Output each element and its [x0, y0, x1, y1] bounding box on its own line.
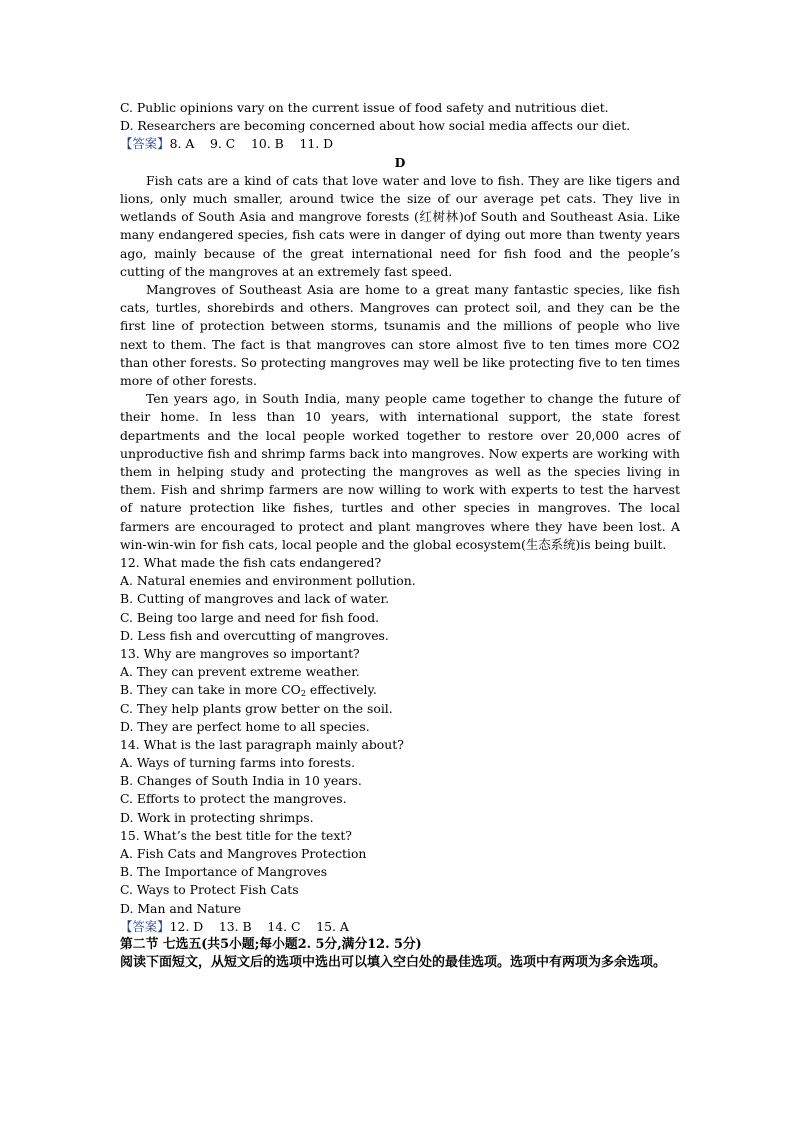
question-option: A. They can prevent extreme weather.	[120, 664, 360, 680]
passage-label: D	[394, 154, 406, 170]
passage-paragraph: Fish cats are a kind of cats that love water and love to fish. They are like tigers and lions, only much smaller, around twice the size of our average pet cats. They live in wetlands of South Asia and mangrove forests (红树林)of South and Southeast Asia. Like many endangered species, fish cats were in danger of dying out more than twenty years ago, mainly because of the great international need for fish food and the people’s cutting of the mangroves at an extremely fast speed.	[120, 172, 680, 279]
page-content	[120, 99, 680, 972]
question-option: D. Less fish and overcutting of mangroves.	[120, 627, 389, 643]
question-option: D. They are perfect home to all species.	[120, 718, 370, 734]
passage-paragraph: Ten years ago, in South India, many people came together to change the future of their home. In less than 10 years, with international support, the state forest departments and the local people worked together to restore over 20,000 acres of unproductive fish and shrimp farms back into mangroves. Now experts are working with them in helping study and protecting the mangroves as well as the species living in them. Fish and shrimp farmers are now willing to work with experts to test the harvest of nature protection like fishes, turtles and other species in mangroves. The local farmers are encouraged to protect and plant mangroves where they have been lost. A win-win-win for fish cats, local people and the global ecosystem(生态系统)is being built.	[120, 391, 680, 552]
question-option: C. They help plants grow better on the soil.	[120, 700, 393, 716]
question-option: C. Ways to Protect Fish Cats	[120, 882, 299, 898]
subscript-2: 2	[300, 689, 306, 699]
prev-option-d: D. Researchers are becoming concerned about how social media affects our diet.	[120, 118, 631, 134]
answer-tag: 【答案】	[120, 918, 170, 934]
question-option: A. Ways of turning farms into forests.	[120, 755, 356, 771]
question-option: D. Man and Nature	[120, 900, 242, 916]
passage-paragraph: Mangroves of Southeast Asia are home to a great many fantastic species, like fish cats, turtles, shorebirds and others. Mangroves can protect soil, and they can be the first line of protection between storms, tsunamis and the millions of people who live next to them. The fact is that mangroves can store almost five to ten times more CO2 than other forests. So protecting mangroves may well be like protecting five to ten times more of other forests.	[120, 281, 680, 388]
question-option: C. Being too large and need for fish food.	[120, 609, 380, 625]
question-option: B. Cutting of mangroves and lack of water.	[120, 591, 390, 607]
answer-line-main	[120, 918, 680, 936]
question-stem: 14. What is the last paragraph mainly about?	[120, 736, 404, 752]
question-stem: 12. What made the fish cats endangered?	[120, 555, 382, 571]
option-tail: effectively.	[305, 682, 377, 698]
question-option: D. Work in protecting shrimps.	[120, 809, 314, 825]
question-stem: 15. What’s the best title for the text?	[120, 827, 352, 843]
question-option-co2	[120, 681, 680, 699]
passage-body	[120, 172, 680, 554]
question-15	[120, 827, 680, 918]
question-stem: 13. Why are mangroves so important?	[120, 645, 360, 661]
question-option: B. Changes of South India in 10 years.	[120, 773, 362, 789]
question-13	[120, 645, 680, 736]
question-14	[120, 736, 680, 827]
answer-tag: 【答案】	[120, 136, 170, 152]
question-option: C. Efforts to protect the mangroves.	[120, 791, 347, 807]
prev-option-c: C. Public opinions vary on the current issue of food safety and nutritious diet.	[120, 100, 609, 115]
answer-values: 12. D 13. B 14. C 15. A	[169, 918, 349, 934]
question-option: A. Natural enemies and environment pollution.	[120, 573, 416, 589]
section-heading: 第二节 七选五(共5小题;每小题2. 5分,满分12. 5分)	[120, 936, 422, 952]
option-text: B. They can take in more CO	[120, 682, 301, 698]
question-12	[120, 554, 680, 645]
question-option: B. The Importance of Mangroves	[120, 864, 328, 880]
question-option: A. Fish Cats and Mangroves Protection	[120, 846, 367, 862]
answer-values: 8. A 9. C 10. B 11. D	[169, 136, 334, 152]
section-instruction: 阅读下面短文，从短文后的选项中选出可以填入空白处的最佳选项。选项中有两项为多余选项。	[120, 955, 667, 971]
answer-line-prev	[120, 135, 680, 153]
